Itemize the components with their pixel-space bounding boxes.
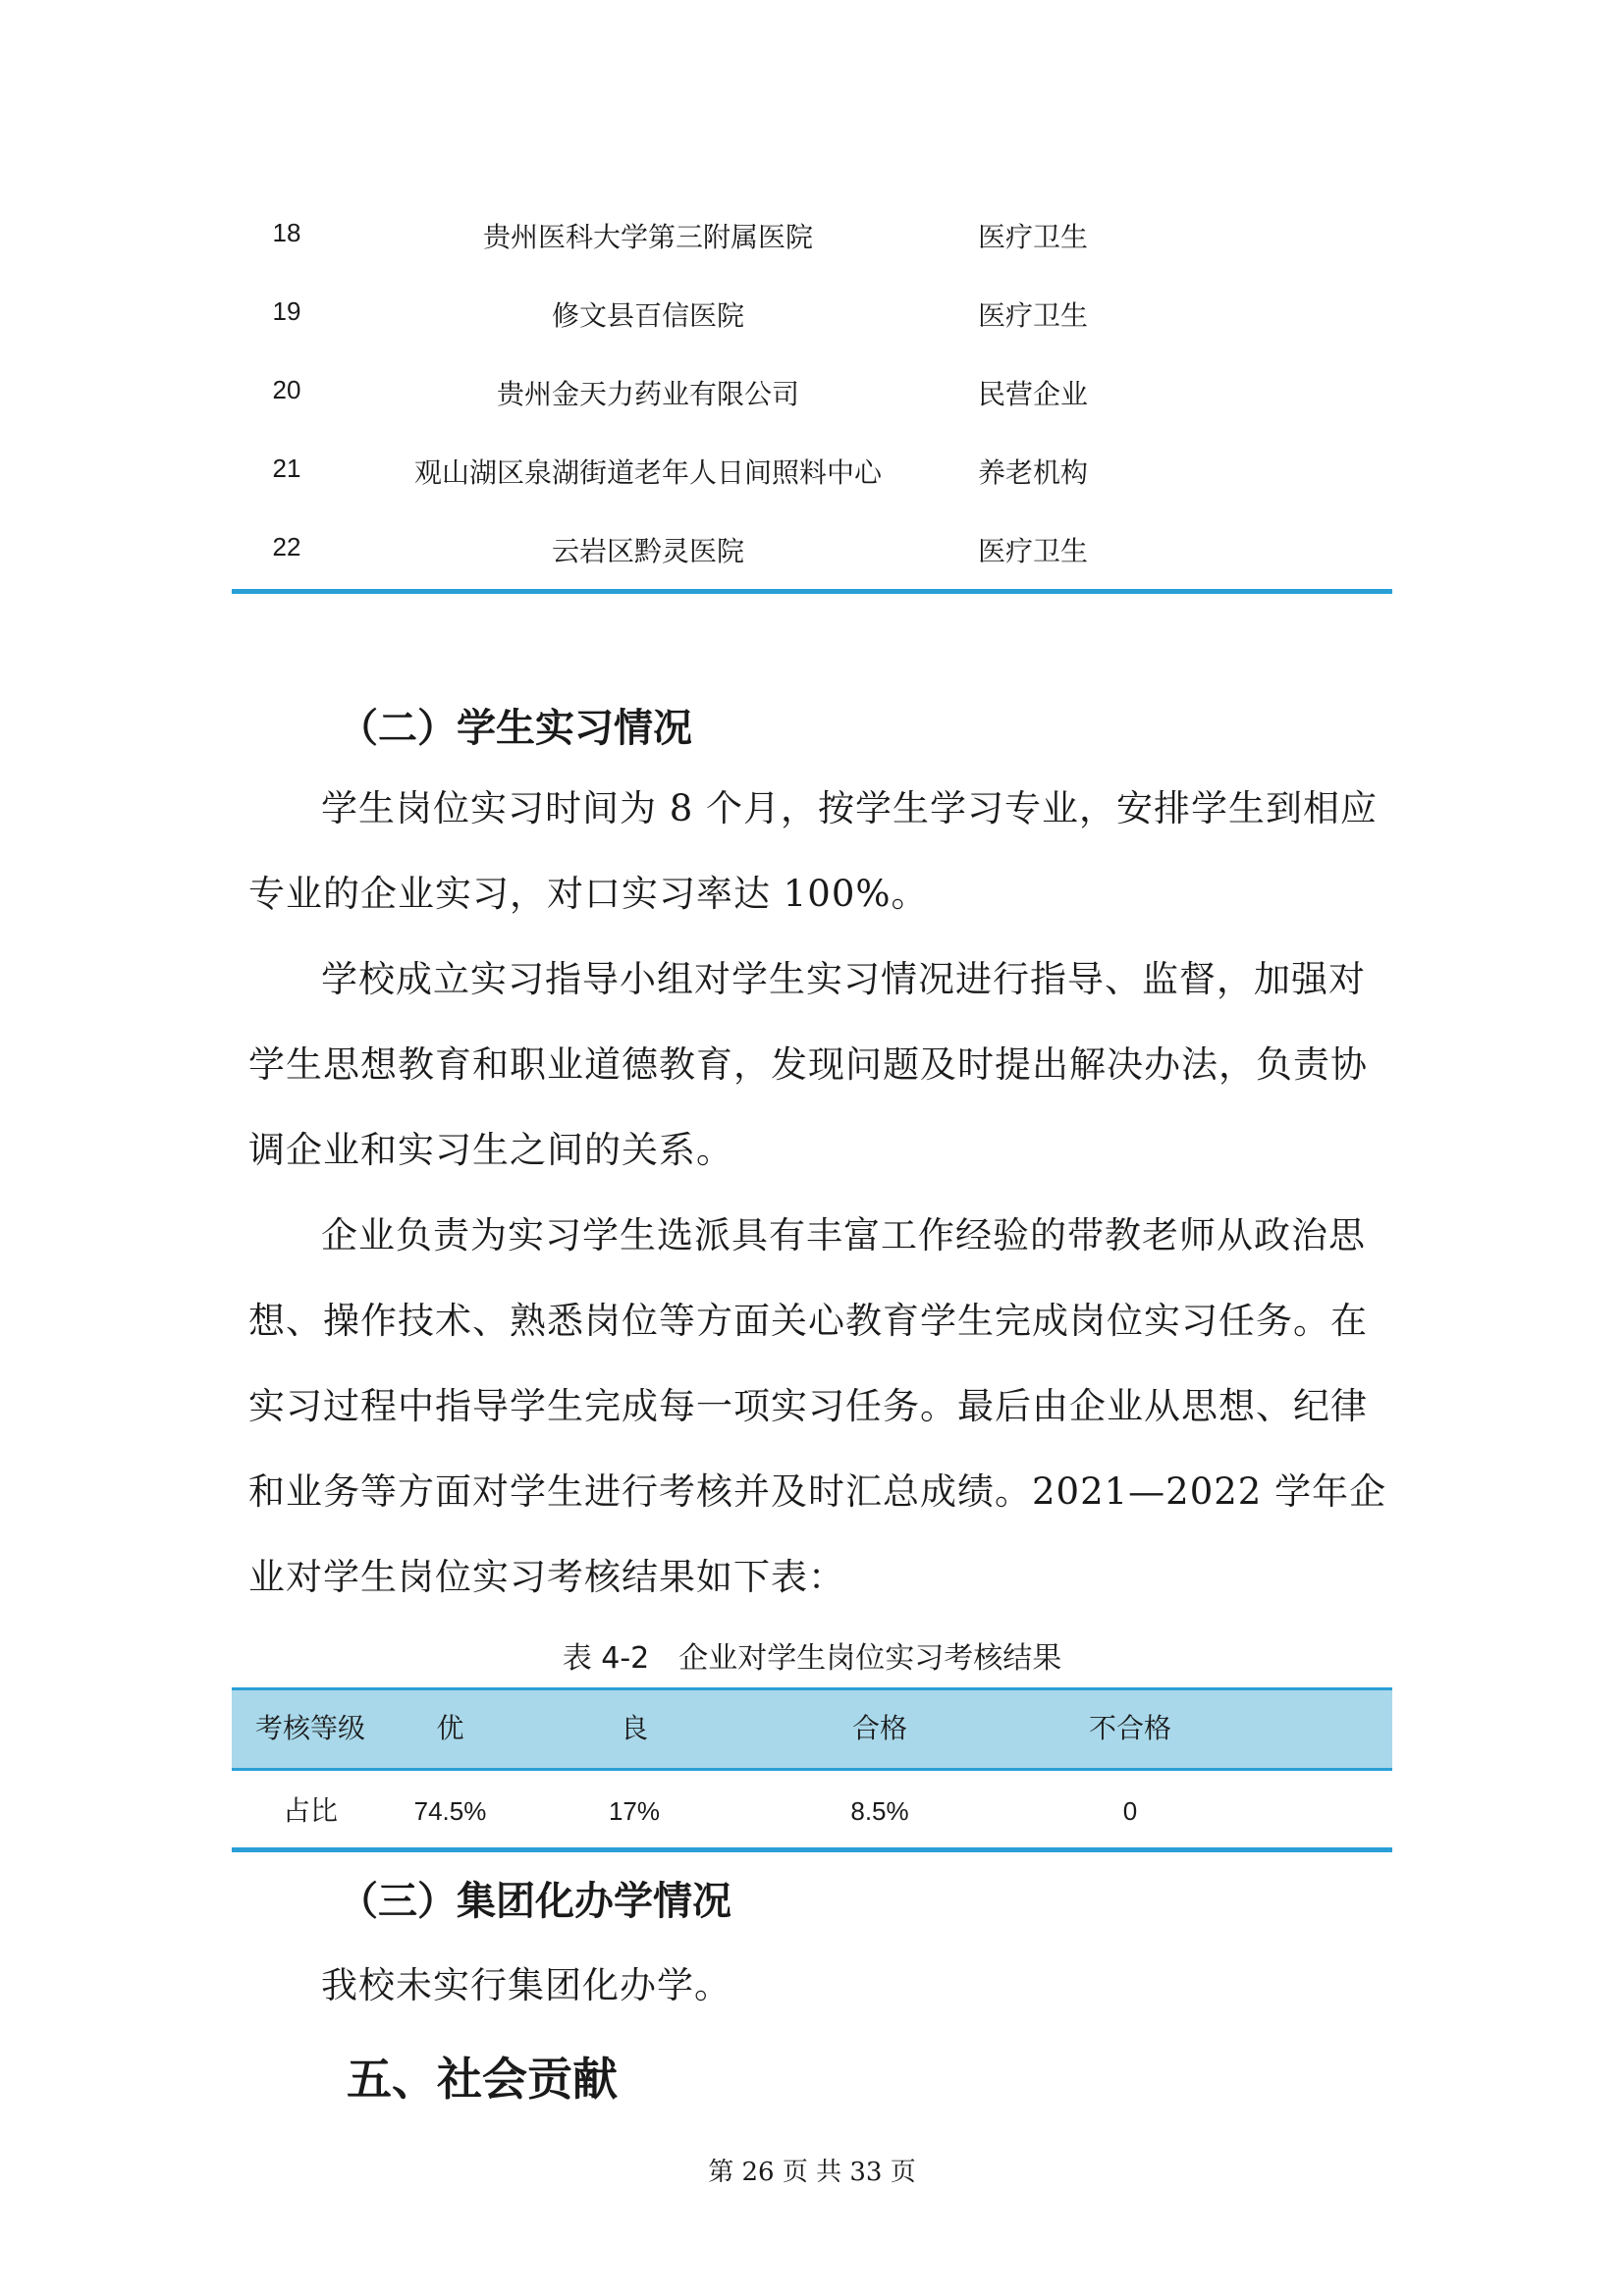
table-bottom-rule bbox=[232, 589, 1392, 594]
row-number: 20 bbox=[272, 375, 301, 404]
table-row bbox=[232, 510, 1392, 589]
row-number: 18 bbox=[272, 218, 301, 247]
table-row bbox=[232, 432, 1392, 510]
table-cell: 74.5% bbox=[413, 1796, 487, 1826]
institution-name: 贵州金天力药业有限公司 bbox=[496, 378, 799, 410]
table-header-cell: 考核等级 bbox=[254, 1712, 365, 1744]
institution-name: 贵州医科大学第三附属医院 bbox=[482, 221, 813, 253]
body-paragraph: 企业负责为实习学生选派具有丰富工作经验的带教老师从政治思想、操作技术、熟悉岗位等方面关心教育学生完成岗位实习任务。在实习过程中指导学生完成每一项实习任务。最后由企业从思想、纪律和业务等方面对学生进行考核并及时汇总成绩。2021—2022 学年企业对学生岗位实习考核结果如下表： bbox=[248, 1214, 1387, 1598]
chapter-heading: 五、社会贡献 bbox=[347, 2053, 618, 2106]
row-number: 22 bbox=[272, 532, 301, 561]
table-cell: 0 bbox=[1122, 1796, 1138, 1826]
institution-type: 养老机构 bbox=[977, 456, 1088, 489]
table-header-cell: 合格 bbox=[851, 1712, 907, 1744]
table-row bbox=[232, 275, 1392, 353]
table-cell: 17% bbox=[608, 1796, 661, 1826]
table-row bbox=[232, 353, 1392, 432]
table-header-cell: 优 bbox=[436, 1712, 464, 1744]
table-cell: 8.5% bbox=[850, 1796, 909, 1826]
table-row bbox=[232, 196, 1392, 275]
section-heading: （三）集团化办学情况 bbox=[339, 1879, 731, 1924]
institution-name: 修文县百信医院 bbox=[551, 299, 744, 332]
table-header-row bbox=[232, 1687, 1392, 1771]
body-paragraph: 学生岗位实习时间为 8 个月，按学生学习专业，安排学生到相应专业的企业实习，对口实习率达 100%。 bbox=[248, 787, 1379, 915]
institution-type: 医疗卫生 bbox=[977, 299, 1088, 332]
table-cell: 占比 bbox=[282, 1794, 338, 1827]
institution-type: 民营企业 bbox=[977, 378, 1088, 410]
body-paragraph: 学校成立实习指导小组对学生实习情况进行指导、监督，加强对学生思想教育和职业道德教育，发现问题及时提出解决办法，负责协调企业和实习生之间的关系。 bbox=[248, 958, 1368, 1171]
assessment-table bbox=[232, 1687, 1392, 1852]
institution-name: 观山湖区泉湖街道老年人日间照料中心 bbox=[413, 456, 882, 489]
institution-type: 医疗卫生 bbox=[977, 221, 1088, 253]
section-heading: （二）学生实习情况 bbox=[339, 706, 692, 751]
institution-name: 云岩区黔灵医院 bbox=[551, 535, 744, 567]
table-header-cell: 良 bbox=[620, 1712, 648, 1744]
table-header-cell: 不合格 bbox=[1088, 1712, 1171, 1744]
table-caption: 表 4-2 企业对学生岗位实习考核结果 bbox=[562, 1641, 1062, 1676]
institution-type: 医疗卫生 bbox=[977, 535, 1088, 567]
institutions-table bbox=[232, 196, 1392, 589]
row-number: 19 bbox=[272, 296, 301, 326]
row-number: 21 bbox=[272, 454, 301, 483]
body-paragraph: 我校未实行集团化办学。 bbox=[321, 1964, 731, 2006]
page-number: 第 26 页 共 33 页 bbox=[708, 2158, 916, 2187]
table-row bbox=[232, 1771, 1392, 1852]
